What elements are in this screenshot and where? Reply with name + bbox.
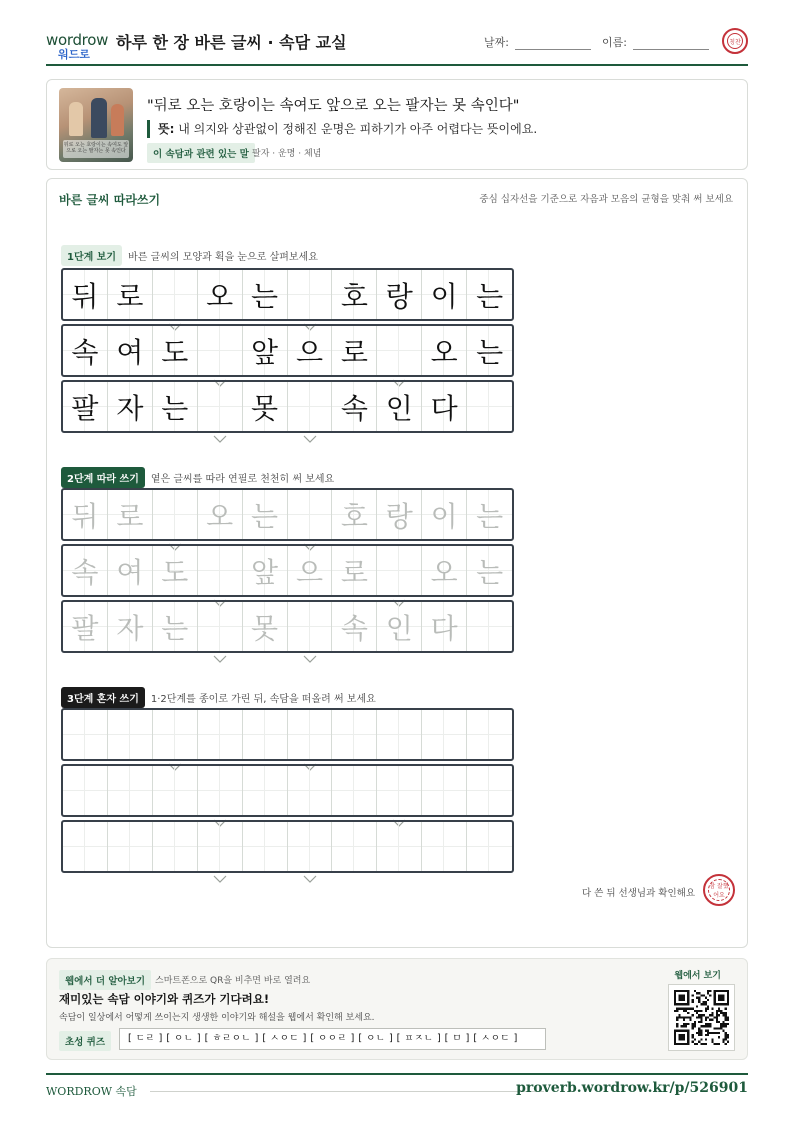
step1-char: 속 [340, 391, 368, 425]
step2-cell[interactable] [153, 490, 198, 539]
space-mark-icon [213, 361, 227, 369]
step2-row [61, 488, 514, 541]
step1-char: 는 [161, 391, 189, 425]
step2-char: 앞 [251, 555, 279, 589]
step1-cell [153, 382, 198, 431]
step3-cell[interactable] [422, 766, 467, 815]
step1-char: 으 [295, 335, 324, 369]
step3-cell[interactable] [243, 822, 288, 871]
web-badge: 웹에서 더 알아보기 [59, 970, 151, 990]
proverb-meaning [147, 120, 537, 138]
step2-char: 는 [476, 499, 504, 533]
step2-char: 인 [385, 611, 413, 645]
step1-char: 는 [251, 279, 279, 313]
step2-badge: 2단계 따라 쓰기 [61, 467, 145, 488]
step2-cell[interactable] [377, 546, 422, 595]
step1-cell [288, 326, 333, 375]
name-line[interactable] [633, 40, 709, 50]
step1-row [61, 324, 514, 377]
step1-cell [108, 326, 153, 375]
step2-char: 도 [161, 555, 189, 589]
step2-cell[interactable] [332, 490, 377, 539]
space-mark-icon [168, 745, 182, 753]
step3-cell[interactable] [198, 822, 243, 871]
step3-row [61, 820, 514, 873]
step2-cell[interactable] [467, 602, 512, 651]
web-subtext: 속담이 일상에서 어떻게 쓰이는지 생생한 이야기와 해설을 웹에서 확인해 보세요. [59, 1013, 375, 1023]
meaning-label: 뜻: [158, 122, 175, 136]
step3-cell[interactable] [198, 766, 243, 815]
space-mark-icon [213, 801, 227, 809]
footer-divider [150, 1091, 544, 1092]
quiz-badge: 초성 퀴즈 [59, 1031, 111, 1051]
related-words: 팔자 · 운명 · 체념 [252, 149, 322, 159]
step2-char: 여 [116, 555, 144, 589]
space-mark-icon [168, 305, 182, 313]
step1-cell [467, 326, 512, 375]
step1-cell [332, 270, 377, 319]
step2-cell[interactable] [377, 490, 422, 539]
praise-stamp-icon [722, 28, 748, 54]
step3-badge: 3단계 혼자 쓰기 [61, 687, 145, 708]
step3-cell[interactable] [63, 710, 108, 759]
step1-cell [377, 270, 422, 319]
space-mark-icon [392, 361, 406, 369]
step2-char: 다 [430, 611, 458, 645]
step1-char: 로 [116, 279, 144, 313]
qr-code-icon[interactable] [668, 984, 735, 1051]
step3-cell[interactable] [243, 710, 288, 759]
illustration-figure [69, 102, 83, 136]
step1-cell [422, 326, 467, 375]
step2-cell[interactable] [422, 490, 467, 539]
meaning-text: 내 의지와 상관없이 정해진 운명은 피하기가 아주 어렵다는 뜻이에요. [174, 122, 538, 136]
teacher-check-text: 다 쓴 뒤 선생님과 확인해요 [581, 888, 695, 899]
step2-row [61, 600, 514, 653]
step1-cell [243, 326, 288, 375]
step2-char: 랑 [385, 499, 413, 533]
step1-char: 도 [161, 335, 189, 369]
step3-cell[interactable] [198, 710, 243, 759]
space-mark-icon [303, 637, 317, 645]
step3-cell[interactable] [332, 710, 377, 759]
step3-cell[interactable] [243, 766, 288, 815]
step2-char: 는 [161, 611, 189, 645]
page-header [46, 24, 748, 66]
step2-cell[interactable] [63, 602, 108, 651]
step3-cell[interactable] [422, 822, 467, 871]
web-desc: 스마트폰으로 QR을 비추면 바로 열려요 [155, 976, 311, 986]
space-mark-icon [303, 857, 317, 865]
wordrow-logo [46, 30, 109, 61]
step2-char: 속 [71, 555, 99, 589]
step3-cell[interactable] [63, 822, 108, 871]
step3-desc: 1·2단계를 종이로 가린 뒤, 속담을 떠올려 써 보세요 [150, 694, 376, 705]
qr-label: 웹에서 보기 [674, 971, 721, 981]
step1-char: 인 [385, 391, 413, 425]
proverb-text: "뒤로 오는 호랑이는 속여도 앞으로 오는 팔자는 못 속인다" [147, 98, 520, 114]
step1-cell [63, 382, 108, 431]
step1-char: 뒤 [71, 279, 99, 313]
step1-char: 오 [206, 279, 234, 313]
step2-char: 으 [295, 555, 324, 589]
page-footer [46, 1073, 748, 1103]
step3-cell[interactable] [377, 710, 422, 759]
step2-cell[interactable] [243, 602, 288, 651]
date-field[interactable] [484, 34, 591, 50]
step3-cell[interactable] [108, 822, 153, 871]
step2-char: 오 [206, 499, 234, 533]
step2-char: 는 [251, 499, 279, 533]
step2-cell[interactable] [108, 602, 153, 651]
space-mark-icon [213, 637, 227, 645]
step1-char: 앞 [251, 335, 279, 369]
step2-cell[interactable] [108, 490, 153, 539]
step2-cell[interactable] [422, 546, 467, 595]
step1-cell [422, 382, 467, 431]
page-title: 하루 한 장 바른 글씨 · 속담 교실 [116, 33, 347, 52]
logo-wordmark: wordrow [46, 31, 109, 49]
step2-cell[interactable] [153, 602, 198, 651]
step1-cell [63, 270, 108, 319]
qr-code-graphic [674, 990, 729, 1045]
step2-char: 속 [340, 611, 368, 645]
step3-cell[interactable] [377, 766, 422, 815]
step1-cell [63, 326, 108, 375]
web-more-box [46, 958, 748, 1060]
praise-stamp-text: 칭찬 [727, 33, 743, 49]
step2-cell[interactable] [422, 602, 467, 651]
step1-cell [153, 326, 198, 375]
step1-char: 다 [430, 391, 458, 425]
step2-char: 자 [116, 611, 144, 645]
step1-cell [467, 382, 512, 431]
space-mark-icon [213, 581, 227, 589]
proverb-illustration [59, 88, 133, 162]
step3-cell[interactable] [377, 822, 422, 871]
date-line[interactable] [515, 40, 591, 50]
step3-cell[interactable] [63, 766, 108, 815]
step3-cell[interactable] [288, 822, 333, 871]
step1-cell [377, 382, 422, 431]
step2-cell[interactable] [198, 490, 243, 539]
step3-cell[interactable] [467, 766, 512, 815]
step2-char: 호 [340, 499, 368, 533]
step2-char: 로 [116, 499, 144, 533]
step3-cell[interactable] [467, 822, 512, 871]
step3-cell[interactable] [332, 822, 377, 871]
step2-char: 오 [430, 555, 458, 589]
step1-char: 자 [116, 391, 144, 425]
date-label: 날짜: [484, 36, 509, 49]
step3-cell[interactable] [108, 766, 153, 815]
space-mark-icon [168, 525, 182, 533]
footer-url[interactable]: proverb.wordrow.kr/p/526901 [516, 1080, 748, 1096]
step2-cell[interactable] [243, 490, 288, 539]
footer-brand: WORDROW 속담 [46, 1085, 137, 1098]
step2-cell[interactable] [153, 546, 198, 595]
step2-cell[interactable] [198, 602, 243, 651]
step1-char: 여 [116, 335, 144, 369]
step1-char: 랑 [385, 279, 413, 313]
step3-header [61, 687, 376, 708]
space-mark-icon [303, 305, 317, 313]
practice-panel [46, 178, 748, 948]
step3-cell[interactable] [332, 766, 377, 815]
step1-char: 팔 [71, 391, 99, 425]
proverb-card [46, 79, 748, 170]
space-mark-icon [392, 801, 406, 809]
step2-char: 로 [340, 555, 368, 589]
step2-cell[interactable] [467, 546, 512, 595]
step1-cell [198, 382, 243, 431]
step2-char: 못 [251, 611, 279, 645]
illustration-figure [91, 98, 107, 138]
step1-char: 호 [340, 279, 368, 313]
step1-cell [108, 382, 153, 431]
step1-cell [377, 326, 422, 375]
step1-header [61, 245, 318, 266]
step1-badge: 1단계 보기 [61, 245, 122, 266]
name-label: 이름: [602, 36, 627, 49]
step3-cell[interactable] [422, 710, 467, 759]
step1-cell [332, 326, 377, 375]
step1-cell [243, 270, 288, 319]
step2-cell[interactable] [63, 490, 108, 539]
step1-char: 못 [251, 391, 279, 425]
step1-cell [288, 382, 333, 431]
step2-cell[interactable] [243, 546, 288, 595]
step2-cell[interactable] [198, 546, 243, 595]
step1-cell [198, 326, 243, 375]
step1-desc: 바른 글씨의 모양과 획을 눈으로 살펴보세요 [128, 252, 318, 263]
step2-char: 이 [430, 499, 458, 533]
space-mark-icon [303, 525, 317, 533]
step3-row [61, 764, 514, 817]
step1-cell [243, 382, 288, 431]
step1-cell [467, 270, 512, 319]
step1-row [61, 380, 514, 433]
step2-cell[interactable] [288, 490, 333, 539]
logo-subtext: 워드로 [58, 48, 90, 61]
step2-cell[interactable] [63, 546, 108, 595]
step2-cell[interactable] [467, 490, 512, 539]
step3-cell[interactable] [467, 710, 512, 759]
step1-char: 는 [476, 335, 504, 369]
step2-row [61, 544, 514, 597]
step3-row [61, 708, 514, 761]
step2-char: 팔 [71, 611, 99, 645]
step1-cell [422, 270, 467, 319]
step1-cell [332, 382, 377, 431]
teacher-stamp-text: 참 잘했어요 [708, 879, 730, 901]
space-mark-icon [392, 581, 406, 589]
step1-char: 이 [430, 279, 458, 313]
step1-cell [153, 270, 198, 319]
chosung-quiz: [ ㄷㄹ ] [ ㅇㄴ ] [ ㅎㄹㅇㄴ ] [ ㅅㅇㄷ ] [ ㅇㅇㄹ ] [ ㅇㄴ ] [ ㅍㅈㄴ ] [ ㅁ ] [ ㅅㅇㄷ ] [119, 1028, 546, 1050]
step2-cell[interactable] [108, 546, 153, 595]
step2-char: 는 [476, 555, 504, 589]
illustration-caption: 뒤로 오는 호랑이는 속여도 앞으로 오는 팔자는 못 속인다 [63, 140, 129, 158]
step2-cell[interactable] [377, 602, 422, 651]
space-mark-icon [303, 745, 317, 753]
step1-char: 로 [340, 335, 368, 369]
step2-header [61, 467, 334, 488]
step3-cell[interactable] [288, 766, 333, 815]
step1-char: 오 [430, 335, 458, 369]
step1-row [61, 268, 514, 321]
step3-cell[interactable] [288, 710, 333, 759]
teacher-stamp-icon [703, 874, 735, 906]
space-mark-icon [303, 417, 317, 425]
step1-char: 는 [476, 279, 504, 313]
space-mark-icon [213, 417, 227, 425]
step3-cell[interactable] [108, 710, 153, 759]
name-field[interactable] [602, 34, 709, 50]
step2-char: 뒤 [71, 499, 99, 533]
step2-desc: 옅은 글씨를 따라 연필로 천천히 써 보세요 [150, 474, 335, 485]
step2-cell[interactable] [288, 546, 333, 595]
practice-note: 중심 십자선을 기준으로 자음과 모음의 균형을 맞춰 써 보세요 [479, 194, 733, 205]
illustration-figure [111, 104, 124, 136]
step2-cell[interactable] [288, 602, 333, 651]
step1-char: 속 [71, 335, 99, 369]
step1-cell [108, 270, 153, 319]
step3-cell[interactable] [153, 822, 198, 871]
step3-cell[interactable] [153, 710, 198, 759]
step2-cell[interactable] [332, 602, 377, 651]
step1-cell [288, 270, 333, 319]
related-words-tag: 이 속담과 관련 있는 말 [147, 143, 255, 163]
practice-title: 바른 글씨 따라쓰기 [59, 193, 161, 207]
web-headline: 재미있는 속담 이야기와 퀴즈가 기다려요! [59, 992, 270, 1006]
space-mark-icon [213, 857, 227, 865]
step1-cell [198, 270, 243, 319]
step2-cell[interactable] [332, 546, 377, 595]
step3-cell[interactable] [153, 766, 198, 815]
